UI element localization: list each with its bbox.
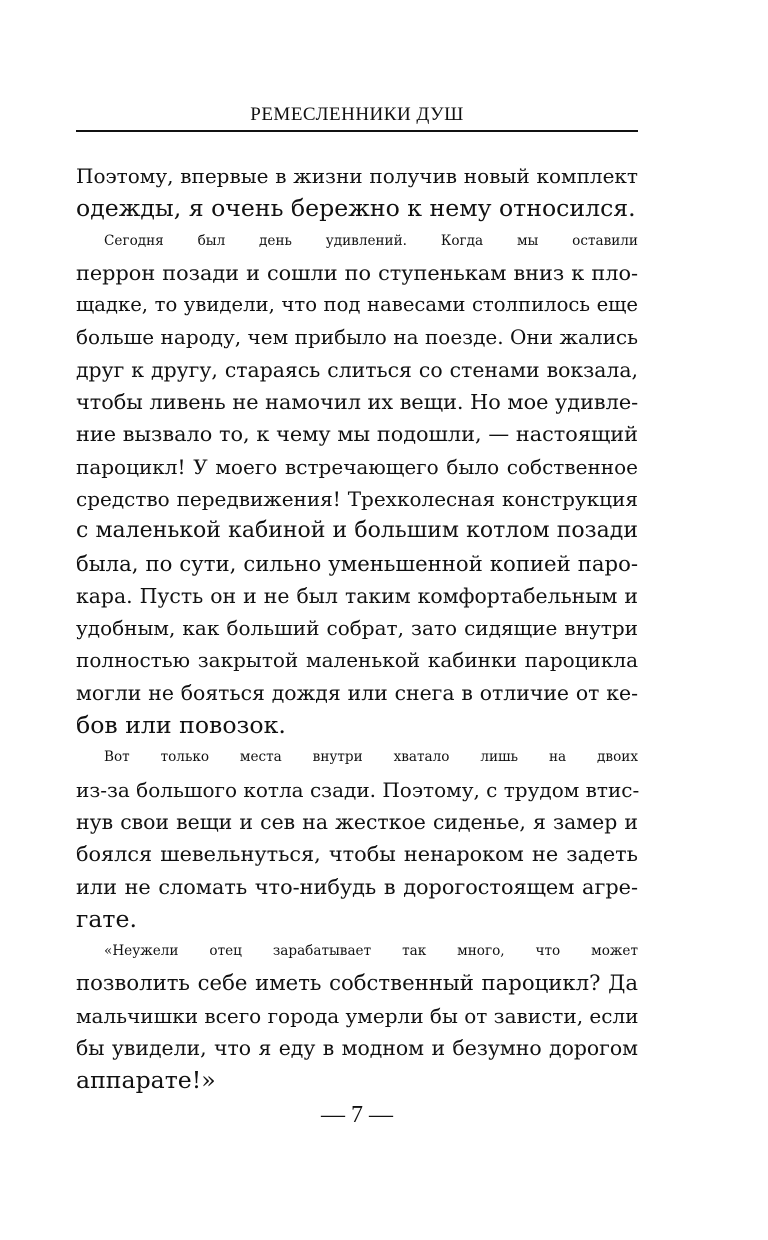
text-line: с маленькой кабиной и большим котлом позади bbox=[76, 518, 638, 544]
text-line: бов или повозок. bbox=[76, 711, 286, 740]
paragraph bbox=[76, 160, 638, 225]
text-line: нув свои вещи и сев на жесткое сиденье, я замер и bbox=[76, 809, 638, 834]
text-line: кара. Пусть он и не был таким комфортабельным и bbox=[76, 583, 638, 608]
text-line: боялся шевельнуться, чтобы ненароком не задеть bbox=[76, 842, 638, 867]
text-line: позволить себе иметь собственный пароцикл? Да bbox=[76, 970, 638, 996]
text-line: из-за большого котла сзади. Поэтому, с трудом втис- bbox=[76, 777, 640, 802]
text-line: чтобы ливень не намочил их вещи. Но мое удивле- bbox=[76, 390, 639, 415]
text-line: была, по сути, сильно уменьшенной копией паро- bbox=[76, 550, 638, 576]
body-text bbox=[76, 160, 638, 1097]
text-line: Сегодня был день удивлений. Когда мы оставили bbox=[104, 232, 638, 249]
text-line: могли не бояться дождя или снега в отличие от ке- bbox=[76, 680, 638, 705]
text-line: аппарате!» bbox=[76, 1066, 216, 1095]
text-line: ние вызвало то, к чему мы подошли, — настоящий bbox=[76, 422, 638, 447]
text-line: полностью закрытой маленькой кабинки пароцикла bbox=[76, 648, 638, 673]
text-line: перрон позади и сошли по ступенькам вниз к пло- bbox=[76, 260, 638, 285]
text-line: пароцикл! У моего встречающего было собственное bbox=[76, 454, 638, 479]
text-line: больше народу, чем прибыло на поезде. Они жались bbox=[76, 325, 638, 350]
text-line: мальчишки всего города умерли бы от зависти, если bbox=[76, 1003, 639, 1028]
text-line: одежды, я очень бережно к нему относился. bbox=[76, 194, 636, 223]
paragraph bbox=[76, 935, 638, 1096]
page-number: — 7 — bbox=[321, 1102, 393, 1128]
text-line: «Неужели отец зарабатывает так много, что может bbox=[104, 943, 638, 960]
text-line: бы увидели, что я еду в модном и безумно дорогом bbox=[76, 1036, 638, 1061]
text-line: удобным, как больший собрат, зато сидящие внутри bbox=[76, 616, 638, 641]
header-rule bbox=[76, 130, 638, 132]
running-head: РЕМЕСЛЕННИКИ ДУШ bbox=[250, 104, 464, 125]
text-line: Поэтому, впервые в жизни получив новый комплект bbox=[76, 164, 638, 188]
text-line: друг к другу, стараясь слиться со стенами вокзала, bbox=[76, 357, 638, 382]
text-line: Вот только места внутри хватало лишь на двоих bbox=[104, 749, 638, 766]
text-line: или не сломать что-нибудь в дорогостоящем агре- bbox=[76, 874, 638, 899]
text-line: щадке, то увидели, что под навесами столпилось еще bbox=[76, 293, 638, 317]
text-line: средство передвижения! Трехколесная конструкция bbox=[76, 486, 638, 511]
text-line: гате. bbox=[76, 904, 137, 933]
paragraph bbox=[76, 741, 638, 935]
paragraph bbox=[76, 225, 638, 742]
